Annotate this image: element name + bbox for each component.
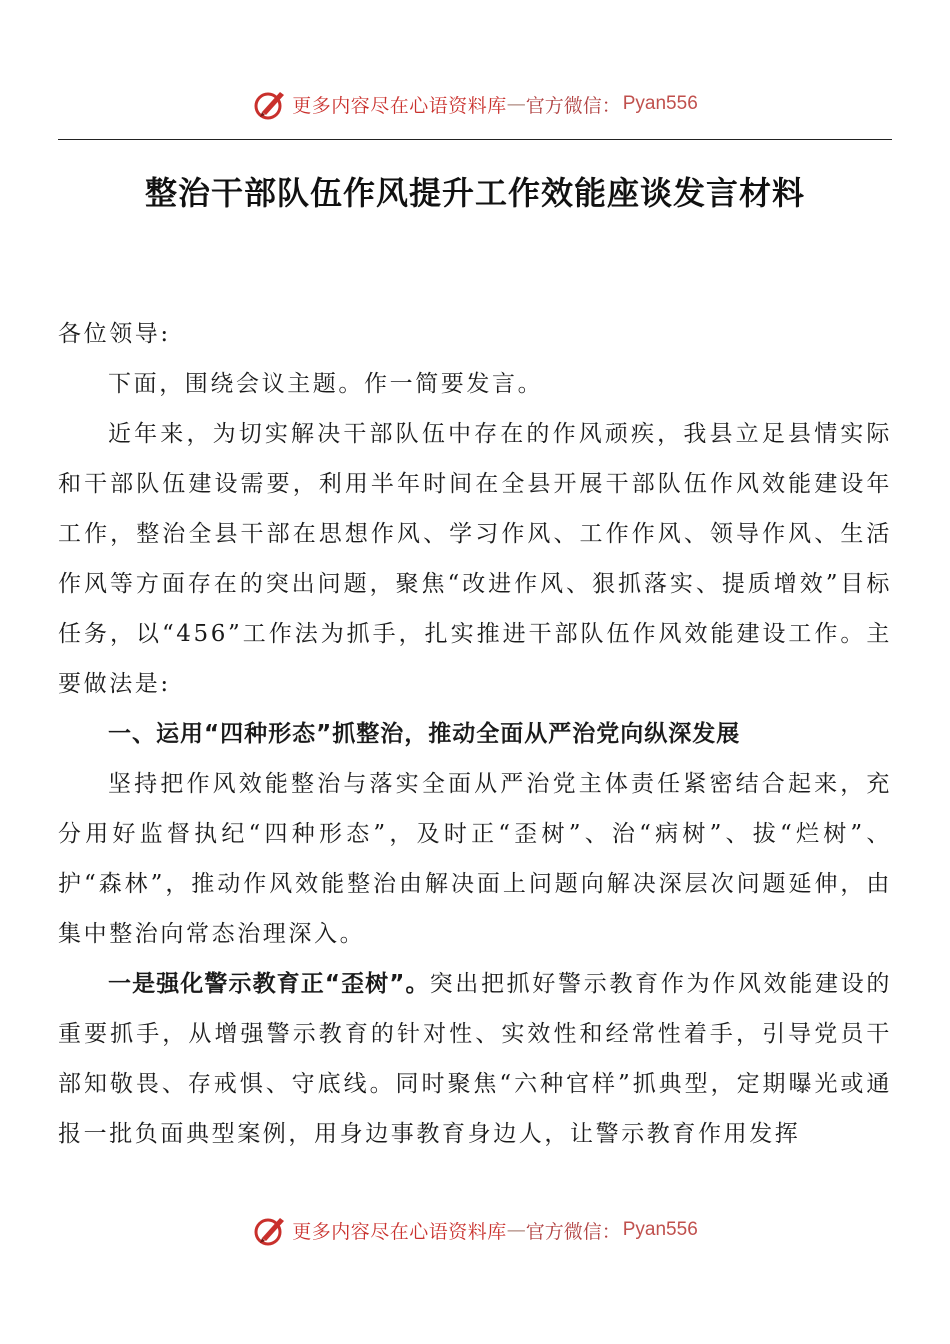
header-divider — [58, 139, 892, 140]
document-title: 整治干部队伍作风提升工作效能座谈发言材料 — [144, 174, 805, 212]
banner-separator: — — [506, 1219, 526, 1241]
point-1-lead: 一是强化警示教育正“歪树”。 — [108, 971, 430, 997]
banner-separator: — — [506, 93, 526, 115]
banner-contact-label: 官方微信： — [525, 1220, 621, 1243]
paragraph-section-1: 坚持把作风效能整治与落实全面从严治党主体责任紧密结合起来，充分用好监督执纪“四种形态”，及时正“歪树”、治“病树”、拔“烂树”、护“森林”，推动作风效能整治由解决面上问题向解决深层次问题延伸，由集中整治向常态治理深入。 — [58, 771, 892, 947]
paragraph-point-1 — [58, 959, 892, 1159]
banner-contact-id: Pyan556 — [622, 1219, 698, 1240]
banner-main-text: 更多内容尽在心语资料库 — [292, 1220, 507, 1243]
pen-logo-icon — [252, 1212, 288, 1248]
banner-main-text: 更多内容尽在心语资料库 — [292, 94, 507, 117]
paragraph-background: 近年来，为切实解决干部队伍中存在的作风顽疾，我县立足县情实际和干部队伍建设需要，利用半年时间在全县开展干部队伍作风效能建设年工作，整治全县干部在思想作风、学习作风、工作作风、领导作风、生活作风等方面存在的突出问题，聚焦“改进作风、狠抓落实、提质增效”目标任务，以“456”工作法为抓手，扎实推进干部队伍作风效能建设工作。主要做法是: — [58, 421, 892, 697]
document-body — [58, 309, 892, 1159]
banner-contact-id: Pyan556 — [622, 93, 698, 114]
point-1-text: 突出把抓好警示教育作为作风效能建设的重要抓手，从增强警示教育的针对性、实效性和经常性着手，引导党员干部知敬畏、存戒惧、守底线。同时聚焦“六种官样”抓典型，定期曝光或通报一批负面典型案例，用身边事教育身边人，让警示教育作用发挥 — [58, 971, 892, 1147]
section-heading-1: 一、运用“四种形态”抓整治，推动全面从严治党向纵深发展 — [108, 721, 741, 747]
header-banner — [0, 82, 950, 126]
pen-logo-icon — [252, 86, 288, 122]
paragraph-intro: 下面，围绕会议主题。作一简要发言。 — [108, 371, 544, 397]
banner-contact-label: 官方微信： — [525, 94, 621, 117]
salutation: 各位领导: — [58, 321, 171, 347]
footer-banner — [0, 1208, 950, 1252]
